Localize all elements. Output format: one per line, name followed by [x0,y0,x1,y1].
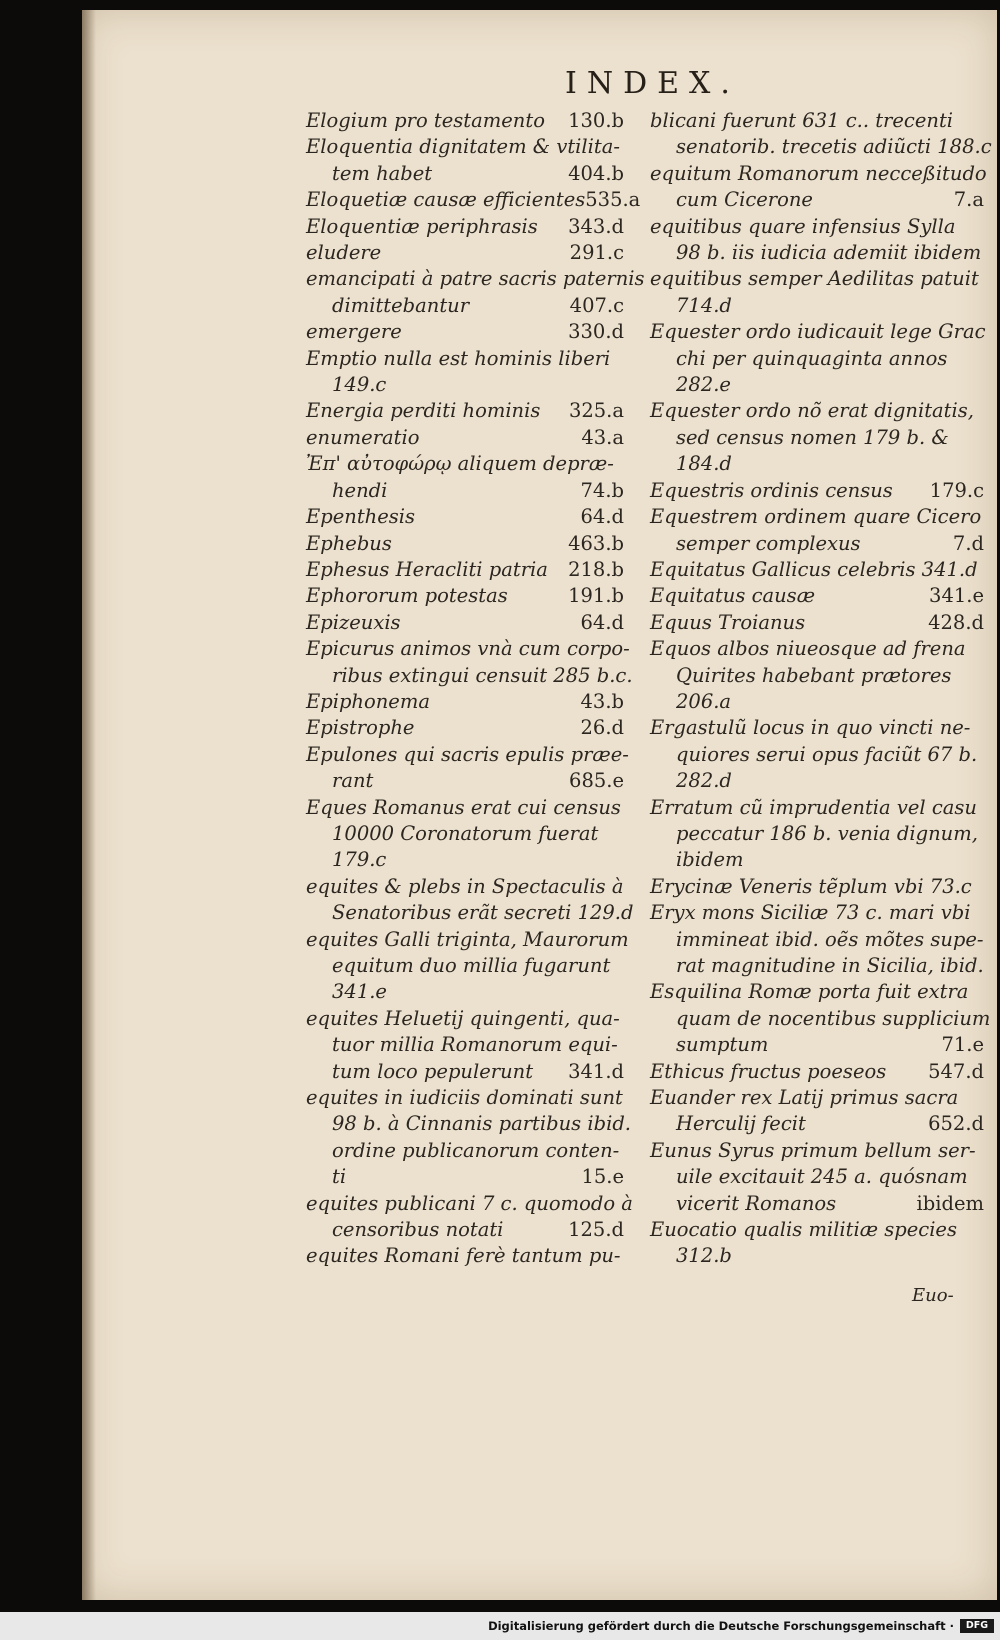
entry-text: chi per quinquaginta annos [676,346,948,370]
entry-text: equites in iudiciis dominati sunt [306,1086,623,1110]
entry-text: 10000 Coronatorum fuerat [332,821,599,845]
entry-text: 312.b [676,1244,732,1268]
entry-line [306,847,624,873]
entry-line [650,1138,984,1164]
entry-line [306,636,630,662]
entry-line [650,372,984,398]
entry-text: ribus extingui censuit 285 b.c. [332,663,633,687]
index-entry [306,346,624,399]
entry-text: quiores serui opus faciũt 67 b. [676,742,978,766]
index-entry [650,478,984,504]
page-reference: 218.b [568,557,624,581]
entry-line [306,900,634,926]
entry-line [306,531,624,557]
entry-text: eludere [306,241,382,265]
index-entry [650,1138,984,1217]
index-entry [306,214,624,240]
entry-text: dimittebantur [332,293,470,317]
entry-line [650,293,984,319]
entry-text: Ἐπ' αὐτοφώρῳ aliquem depræ- [306,452,614,476]
index-entry [306,583,624,609]
entry-line [306,821,624,847]
entry-line [306,583,624,609]
entry-line [650,108,984,134]
entry-line [306,1111,632,1137]
entry-text: tuor millia Romanorum equi- [332,1033,618,1057]
index-entry [650,636,984,715]
entry-line [306,319,624,345]
index-entry [650,583,984,609]
entry-text: 179.c [332,848,387,872]
entry-text: tum loco pepulerunt [332,1059,534,1083]
entry-line [650,979,984,1005]
entry-line [306,346,624,372]
index-entry [306,610,624,636]
entry-text: peccatur 186 b. venia dignum, [676,821,978,845]
entry-line [306,1059,624,1085]
entry-text: Eryx mons Siciliæ 73 c. mari vbi [650,901,971,925]
index-entry [650,1217,984,1270]
entry-line [650,715,984,741]
entry-text: immineat ibid. oẽs mõtes supe- [676,927,984,951]
entry-line [306,214,624,240]
entry-text: Ephesus Heracliti patria [306,557,548,581]
entry-text: equites Heluetij quingenti, qua- [306,1006,620,1030]
index-entry [306,927,629,1006]
entry-line [306,795,624,821]
entry-text: blicani fuerunt 631 c.. trecenti [650,109,954,132]
index-entry [650,715,984,794]
entry-text: emergere [306,320,402,344]
index-entry [306,1085,632,1191]
page-reference: 330.d [568,320,624,344]
page-reference: 685.e [569,769,624,793]
entry-line [650,161,987,187]
entry-line [650,768,984,794]
index-entry [306,557,624,583]
entry-text: Equester ordo iudicauit lege Grac [650,320,986,344]
entry-line [650,821,984,847]
entry-line [650,1243,984,1269]
index-entry [306,425,624,451]
index-entry [306,240,624,266]
entry-text: ibidem [676,848,744,872]
entry-line [306,557,624,583]
entry-text: equitibus quare infensius Sylla [650,214,956,238]
entry-text: 206.a [676,689,732,713]
entry-line [306,398,624,424]
entry-line [650,531,984,557]
index-entry [650,319,984,398]
page-reference: 341.e [929,584,984,608]
entry-text: Equus Troianus [650,610,806,634]
entry-line [650,240,984,266]
page-reference: 291.c [569,241,624,265]
entry-text: equites publicani 7 c. quomodo à [306,1191,633,1215]
entry-line [306,108,624,134]
entry-text: equites Romani ferè tantum pu- [306,1244,621,1268]
entry-line [306,451,624,477]
entry-line [306,1085,624,1111]
entry-text: equitibus semper Aedilitas patuit [650,267,979,291]
index-column-right [650,108,992,1270]
entry-line [650,214,984,240]
entry-line [306,1032,624,1058]
index-entry [650,161,987,214]
entry-line [306,240,624,266]
entry-text: equites Galli triginta, Maurorum [306,927,629,951]
digitization-footer [0,1612,1000,1640]
index-entry [306,319,624,345]
page-header: INDEX. [565,66,740,101]
entry-line [306,953,624,979]
entry-line [650,636,984,662]
index-entry [650,214,984,267]
entry-line [650,1032,984,1058]
entry-line [650,266,984,292]
index-entry [306,874,634,927]
entry-text: Equestrem ordinem quare Cicero [650,505,982,529]
entry-line [650,1164,984,1190]
entry-text: tem habet [332,161,433,185]
entry-text: Epistrophe [306,716,415,740]
entry-line [306,478,624,504]
index-entry [650,266,984,319]
entry-text: Eloquetiæ causæ efficientes [306,188,586,212]
entry-line [650,1006,991,1032]
entry-text: Equester ordo nõ erat dignitatis, [650,399,974,423]
index-entry [306,1191,633,1244]
entry-line [306,187,641,213]
entry-text: Energia perditi hominis [306,399,541,423]
entry-line [306,161,624,187]
entry-text: Elogium pro testamento [306,109,545,132]
index-entry [306,108,624,134]
entry-text: Epenthesis [306,505,416,529]
entry-text: Equitatus causæ [650,584,816,608]
entry-text: Epizeuxis [306,610,401,634]
index-entry [306,1006,624,1085]
entry-text: uile excitauit 245 a. quósnam [676,1165,968,1189]
index-entry [306,531,624,557]
entry-line [306,1138,624,1164]
entry-text: 184.d [676,452,732,476]
index-entry [306,187,641,213]
entry-text: Euander rex Latij primus sacra [650,1086,959,1110]
entry-text: Ephororum potestas [306,584,508,608]
entry-line [306,1217,624,1243]
index-entry [650,795,984,874]
entry-text: Eloquentia dignitatem & vtilita- [306,135,620,159]
page-reference: 71.e [941,1033,984,1057]
entry-line [306,266,645,292]
index-entry [650,979,991,1058]
page-reference: 43.b [580,689,624,713]
entry-line [306,979,624,1005]
entry-line [650,451,984,477]
page-reference: 15.e [581,1165,624,1189]
index-entry [650,1085,984,1138]
index-entry [650,398,984,477]
entry-line [650,847,984,873]
entry-line [306,372,624,398]
index-entry [306,504,624,530]
entry-text: Ephebus [306,531,392,555]
entry-line [650,742,984,768]
entry-line [650,557,984,583]
entry-line [650,398,984,424]
index-entry [306,451,624,504]
entry-text: Equitatus Gallicus celebris 341.d [650,557,978,581]
entry-line [650,663,984,689]
entry-text: 98 b. à Cinnanis partibus ibid. [332,1112,632,1136]
index-entry [306,398,624,424]
page-reference: 74.b [580,478,624,502]
entry-text: Erycinæ Veneris tẽplum vbi 73.c [650,874,972,898]
index-entry [306,134,624,187]
index-entry [650,874,984,900]
entry-text: enumeratio [306,425,420,449]
index-entry [306,715,624,741]
index-entry [306,795,624,874]
entry-text: Epiphonema [306,689,430,713]
entry-line [650,953,984,979]
page-reference: 64.d [580,505,624,529]
entry-text: 714.d [676,293,732,317]
entry-text: censoribus notati [332,1218,504,1242]
entry-text: Equestris ordinis census [650,478,893,502]
entry-line [306,1164,624,1190]
entry-line [306,293,624,319]
entry-text: sed census nomen 179 b. & [676,425,949,449]
page-reference: 130.b [568,109,624,132]
entry-line [650,874,984,900]
entry-line [306,1006,624,1032]
page-reference: 341.d [568,1059,624,1083]
index-entry [650,557,984,583]
entry-line [306,768,624,794]
index-entry [306,742,629,795]
page-reference: 535.a [585,188,641,212]
entry-line [650,1217,984,1243]
entry-text: rat magnitudine in Sicilia, ibid. [676,954,984,977]
entry-text: Euocatio qualis militiæ species [650,1218,957,1242]
entry-text: Epicurus animos vnà cum corpo- [306,637,630,661]
page-reference: 125.d [568,1218,624,1242]
entry-line [306,874,624,900]
entry-line [306,663,633,689]
entry-line [650,1111,984,1137]
page-gutter [82,10,96,1600]
index-entry [306,689,624,715]
index-entry [650,108,992,161]
page-reference: 343.d [568,214,624,238]
index-entry [306,266,645,319]
entry-line [650,319,984,345]
entry-text: 282.e [676,373,731,397]
index-entry [650,504,984,557]
entry-text: Herculij fecit [676,1112,806,1136]
page-reference: 325.a [568,399,624,423]
entry-text: 98 b. iis iudicia ademiit ibidem [676,241,982,265]
entry-text: Esquilina Romæ porta fuit extra [650,980,969,1004]
entry-line [650,610,984,636]
entry-line [306,689,624,715]
index-column-left [306,108,645,1270]
dfg-logo: DFG [960,1619,994,1633]
entry-line [650,927,984,953]
entry-text: equites & plebs in Spectaculis à [306,874,624,898]
entry-text: ti [332,1165,347,1189]
index-entry [306,1243,624,1269]
entry-text: equitum Romanorum necceßitudo [650,161,987,185]
entry-text: Epulones qui sacris epulis præe- [306,742,629,766]
entry-text: rant [332,769,374,793]
page-reference: 43.a [581,425,624,449]
entry-line [306,742,629,768]
entry-text: 149.c [332,373,387,397]
entry-line [650,1059,984,1085]
entry-line [650,134,992,160]
entry-text: Ethicus fructus poeseos [650,1059,887,1083]
entry-text: quam de nocentibus supplicium [676,1006,991,1030]
entry-line [306,1243,624,1269]
entry-line [650,1191,984,1217]
entry-text: semper complexus [676,531,861,555]
page-reference: 463.b [568,531,624,555]
page-reference: 652.d [928,1112,984,1136]
entry-line [650,478,984,504]
index-entry [650,1059,984,1085]
page-reference: 547.d [928,1059,984,1083]
entry-line [650,900,984,926]
entry-line [306,610,624,636]
entry-text: Eunus Syrus primum bellum ser- [650,1138,976,1162]
page-reference: 26.d [580,716,624,740]
entry-text: equitum duo millia fugarunt [332,954,611,977]
entry-line [650,689,984,715]
entry-text: Senatoribus erãt secreti 129.d [332,901,634,925]
index-entry [650,900,984,979]
entry-text: senatorib. trecetis adiũcti 188.c [676,135,992,159]
entry-line [650,425,984,451]
page-reference: ibidem [916,1191,984,1215]
entry-text: hendi [332,478,388,502]
catchword: Euo- [912,1285,954,1306]
entry-text: Equos albos niueosque ad frena [650,637,966,661]
entry-line [306,134,624,160]
index-entry [650,610,984,636]
entry-line [650,1085,984,1111]
page-reference: 404.b [568,161,624,185]
entry-line [306,927,629,953]
entry-text: Ergastulũ locus in quo vincti ne- [650,716,971,740]
entry-text: Erratum cũ imprudentia vel casu [650,795,977,819]
page-reference: 191.b [568,584,624,608]
entry-line [306,715,624,741]
entry-text: cum Cicerone [676,188,813,212]
entry-text: 282.d [676,769,732,793]
entry-text: 341.e [332,980,387,1004]
entry-text: Quirites habebant prætores [676,663,952,687]
entry-line [650,795,984,821]
entry-text: emancipati à patre sacris paternis [306,267,645,291]
entry-line [650,346,984,372]
entry-line [650,187,984,213]
entry-text: Eques Romanus erat cui census [306,795,621,819]
page-reference: 407.c [569,293,624,317]
entry-line [650,504,984,530]
entry-text: vicerit Romanos [676,1191,837,1215]
entry-line [650,583,984,609]
footer-credit: Digitalisierung gefördert durch die Deutsche Forschungsgemeinschaft · [488,1619,954,1633]
index-entry [306,636,633,689]
page-reference: 7.a [953,188,984,212]
page-reference: 64.d [580,610,624,634]
entry-line [306,425,624,451]
entry-text: ordine publicanorum conten- [332,1138,620,1162]
page-reference: 7.d [952,531,984,555]
entry-line [306,1191,633,1217]
entry-line [306,504,624,530]
entry-text: Eloquentiæ periphrasis [306,214,538,238]
page-reference: 428.d [928,610,984,634]
page-reference: 179.c [929,478,984,502]
entry-text: Emptio nulla est hominis liberi [306,346,611,370]
entry-text: sumptum [676,1033,769,1057]
